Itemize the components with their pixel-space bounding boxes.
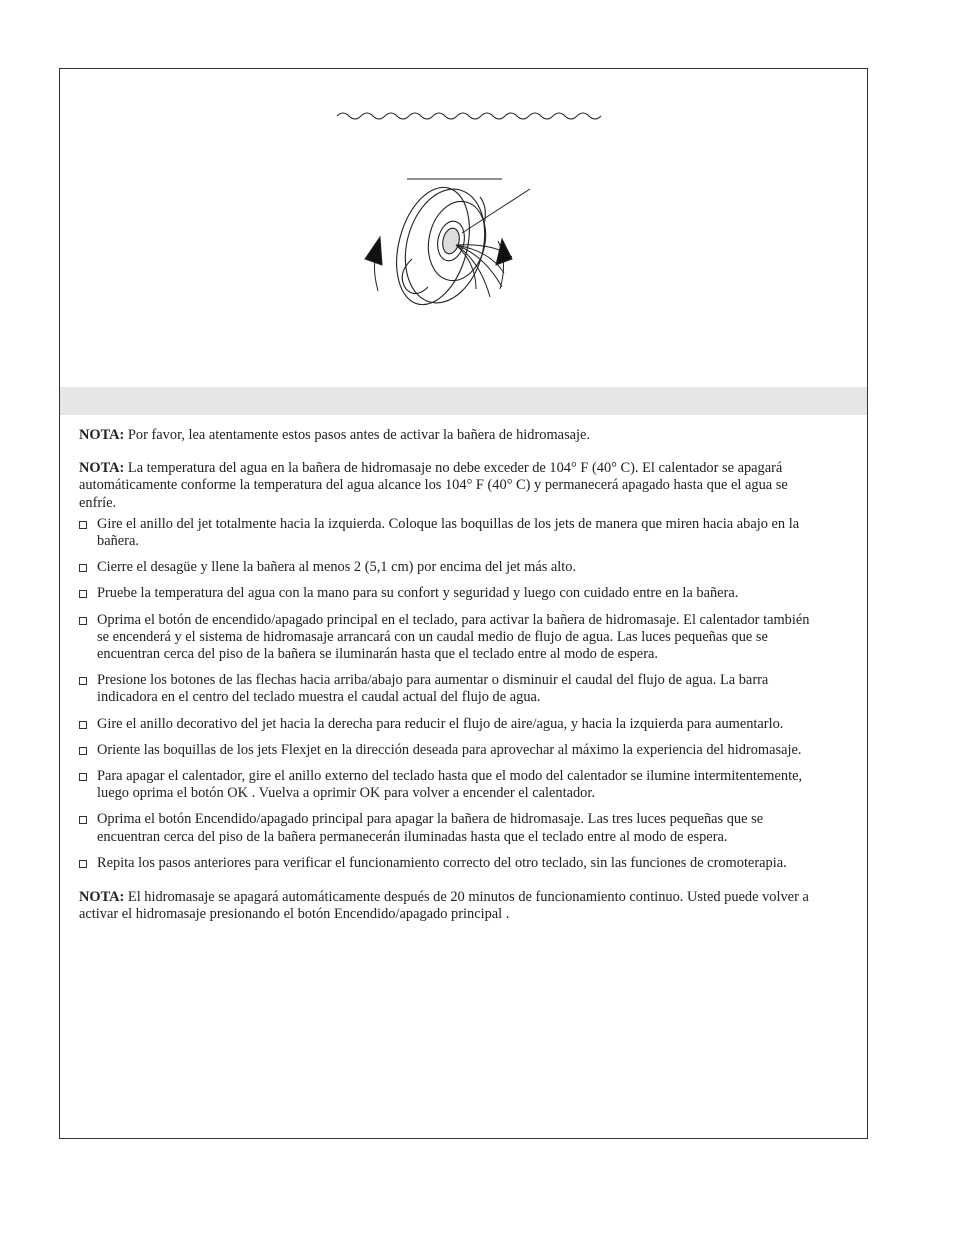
steps-list	[79, 516, 824, 872]
step-item: Para apagar el calentador, gire el anillo externo del teclado hasta que el modo del calentador se ilumine intermitentemente, luego oprima el botón OK . Vuelva a oprimir OK para volver a encender el calentador.	[79, 768, 824, 802]
note-temperature: NOTA: La temperatura del agua en la bañera de hidromasaje no debe exceder de 104° F (40° C). El calentador se apagará automáticamente conforme la temperatura del agua alcance los 104° F (40° C) y permanecerá apagado hasta que el agua se enfríe.	[79, 460, 788, 511]
instructions-content	[79, 427, 824, 939]
checkbox-icon	[79, 521, 87, 529]
pointer-line	[462, 189, 530, 233]
step-item: Oprima el botón Encendido/apagado principal para apagar la bañera de hidromasaje. Las tres luces pequeñas que se encuentran cerca del piso de la bañera permanecerán iluminadas hasta que el teclado entre al modo de espera.	[79, 811, 824, 845]
step-item: Cierre el desagüe y llene la bañera al menos 2 (5,1 cm) por encima del jet más alto.	[79, 559, 824, 576]
step-item: Oriente las boquillas de los jets Flexjet en la dirección deseada para aprovechar al máximo la experiencia del hidromasaje.	[79, 742, 824, 759]
checkbox-icon	[79, 617, 87, 625]
checkbox-icon	[79, 677, 87, 685]
jet-rotation-illustration	[60, 69, 867, 387]
checkbox-icon	[79, 860, 87, 868]
note-auto-shutoff: NOTA: El hidromasaje se apagará automáticamente después de 20 minutos de funcionamiento continuo. Usted puede volver a activar el hidromasaje presionando el botón Encendido/apagado principal .	[79, 889, 809, 923]
water-line	[337, 113, 601, 119]
rotation-arrows	[365, 237, 512, 291]
note-read-steps: NOTA: Por favor, lea atentamente estos pasos antes de activar la bañera de hidromasaje.	[79, 427, 591, 443]
checkbox-icon	[79, 590, 87, 598]
checkbox-icon	[79, 747, 87, 755]
step-item: Oprima el botón de encendido/apagado principal en el teclado, para activar la bañera de hidromasaje. El calentador también se encenderá y el sistema de hidromasaje arrancará con un caudal medio de flujo de agua. Las luces pequeñas que se encuentran cerca del piso de la bañera se iluminarán hasta que el teclado entre al modo de espera.	[79, 612, 824, 664]
step-item: Presione los botones de las flechas hacia arriba/abajo para aumentar o disminuir el caudal del flujo de agua. La barra indicadora en el centro del teclado muestra el caudal actual del flujo de agua.	[79, 672, 824, 706]
step-item: Pruebe la temperatura del agua con la mano para su confort y seguridad y luego con cuidado entre en la bañera.	[79, 585, 824, 602]
section-header-bar	[60, 387, 867, 415]
step-item: Gire el anillo del jet totalmente hacia la izquierda. Coloque las boquillas de los jets de manera que miren hacia abajo en la bañera.	[79, 516, 824, 550]
checkbox-icon	[79, 721, 87, 729]
checkbox-icon	[79, 816, 87, 824]
checkbox-icon	[79, 773, 87, 781]
checkbox-icon	[79, 564, 87, 572]
step-item: Gire el anillo decorativo del jet hacia la derecha para reducir el flujo de aire/agua, y hacia la izquierda para aumentarlo.	[79, 716, 824, 733]
instruction-panel	[59, 68, 868, 1139]
step-item: Repita los pasos anteriores para verificar el funcionamiento correcto del otro teclado, sin las funciones de cromoterapia.	[79, 855, 824, 872]
